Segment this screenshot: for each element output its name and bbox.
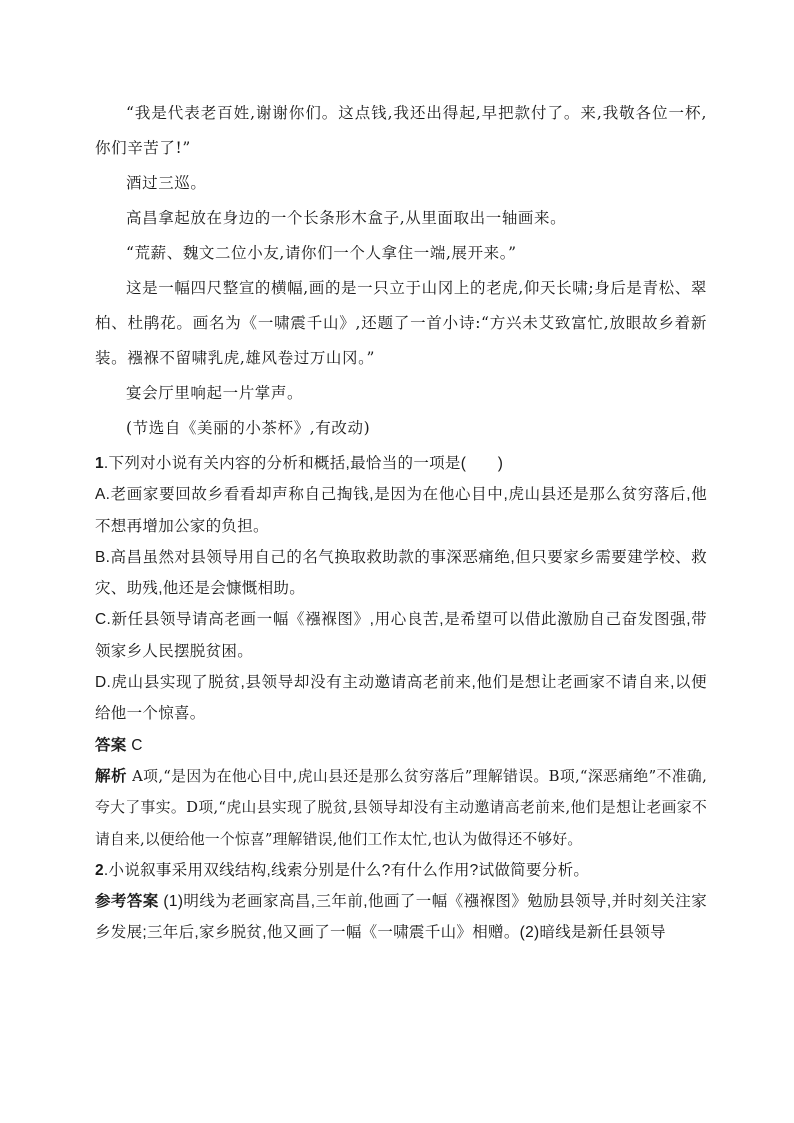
question-1-stem [95,448,707,479]
story-paragraph: “荒薪、魏文二位小友,请你们一个人拿住一端,展开来。” [126,244,517,262]
reference-answer-text: (1)明线为老画家高昌,三年前,他画了一幅《襁褓图》勉励县领导,并时刻关注家乡发展;三年后,家乡脱贫,他又画了一幅《一啸震千山》相赠。(2)暗线是新任县领导 [95,893,708,942]
question-number: 1 [95,455,104,472]
question-number: 2 [95,861,104,879]
answer-line [95,730,707,761]
reference-answer [95,886,707,949]
question-stem-text: .下列对小说有关内容的分析和概括,最恰当的一项是( ) [103,455,504,472]
option-b: B.高昌虽然对县领导用自己的名气换取救助款的事深恶痛绝,但只要家乡需要建学校、救灾、助残,他还是会慷慨相助。 [95,548,707,598]
story-paragraph: 宴会厅里响起一片掌声。 [126,384,304,402]
option-c: C.新任县领导请高老画一幅《襁褓图》,用心良苦,是希望可以借此激励自己奋发图强,带领家乡人民摆脱贫困。 [95,611,707,660]
question-2-stem [95,855,707,886]
story-paragraph: 高昌拿起放在身边的一个长条形木盒子,从里面取出一轴画来。 [126,209,567,227]
option-d: D.虎山县实现了脱贫,县领导却没有主动邀请高老前来,他们是想让老画家不请自来,以便给他一个惊喜。 [95,674,707,723]
excerpt-source: (节选自《美丽的小茶杯》,有改动) [126,419,371,437]
question-stem-text: .小说叙事采用双线结构,线索分别是什么?有什么作用?试做简要分析。 [103,861,590,879]
story-paragraph: 这是一幅四尺整宣的横幅,画的是一只立于山冈上的老虎,仰天长啸;身后是青松、翠柏、杜鹃花。画名为《一啸震千山》,还题了一首小诗:“方兴未艾致富忙,放眼故乡着新装。襁褓不留啸乳虎,雄风卷过万山冈。” [95,279,707,367]
story-paragraph: 酒过三巡。 [126,174,207,192]
explanation-label: 解析 [95,767,127,785]
story-paragraph: “我是代表老百姓,谢谢你们。这点钱,我还出得起,早把款付了。来,我敬各位一杯,你们辛苦了!” [95,104,707,157]
explanation-block [95,761,707,855]
answer-value: C [126,736,143,754]
document-content [95,96,707,949]
option-a: A.老画家要回故乡看看却声称自己掏钱,是因为在他心目中,虎山县还是那么贫穷落后,他不想再增加公家的负担。 [95,486,707,535]
explanation-text: A项,“是因为在他心目中,虎山县还是那么贫穷落后”理解错误。B项,“深恶痛绝”不准确,夸大了事实。D项,“虎山县实现了脱贫,县领导却没有主动邀请高老前来,他们是想让老画家不请自来,以便给他一个惊喜”理解错误,他们工作太忙,也认为做得还不够好。 [95,767,708,848]
question-section [95,448,707,949]
answer-label: 答案 [95,736,127,754]
reference-answer-label: 参考答案 [95,893,159,911]
story-excerpt [95,96,707,446]
